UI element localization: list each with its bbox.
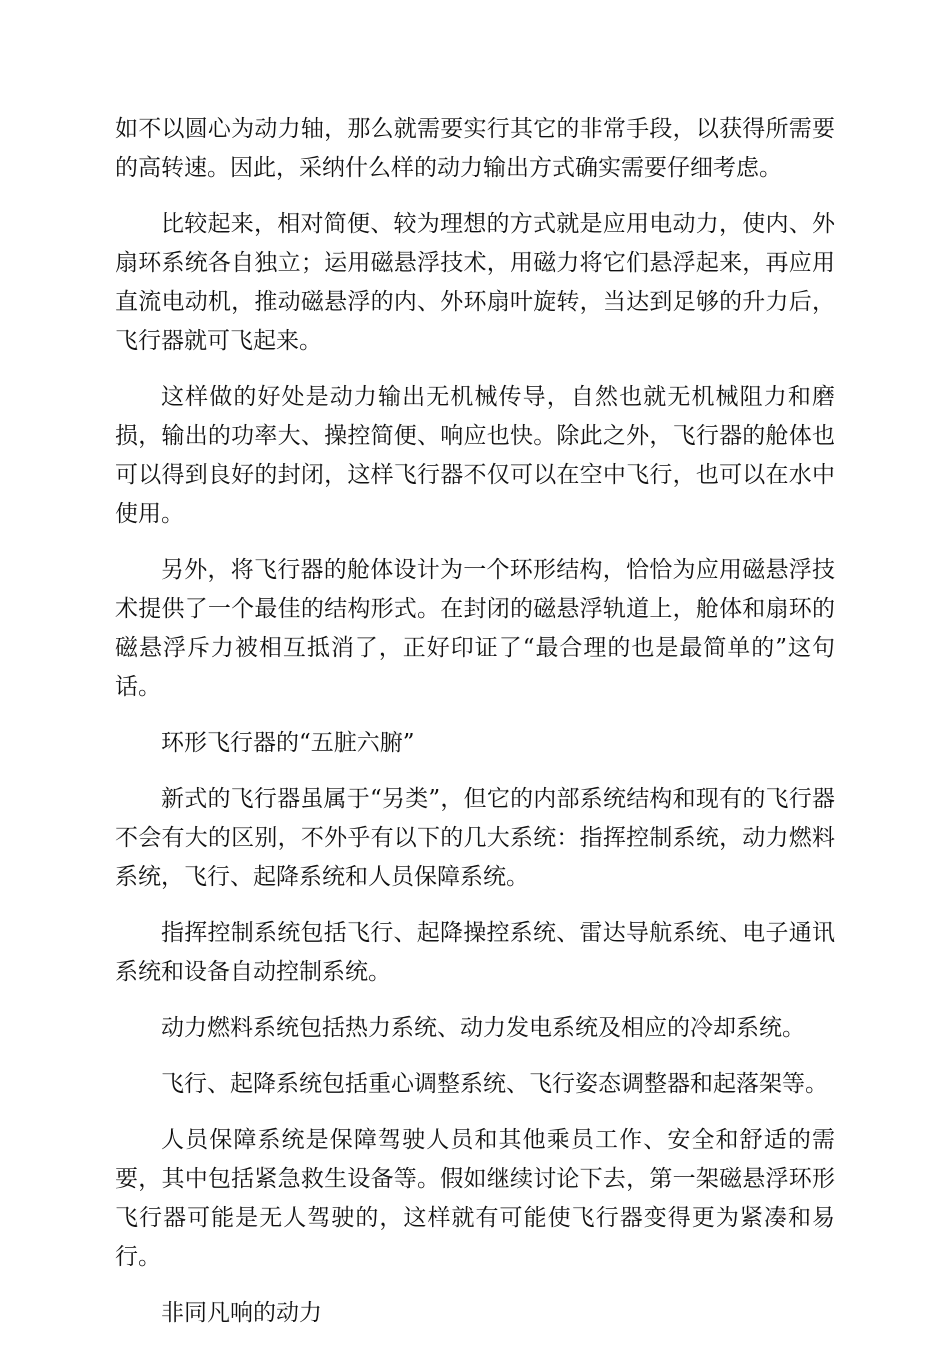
paragraph-2: 比较起来，相对简便、较为理想的方式就是应用电动力，使内、外扇环系统各自独立；运用磁悬浮技术，用磁力将它们悬浮起来，再应用直流电动机，推动磁悬浮的内、外环扇叶旋转，当达到足够的升力后，飞行器就可飞起来。	[115, 211, 835, 354]
paragraph-6: 指挥控制系统包括飞行、起降操控系统、雷达导航系统、电子通讯系统和设备自动控制系统。	[115, 920, 835, 985]
paragraph-5: 新式的飞行器虽属于“另类”，但它的内部系统结构和现有的飞行器不会有大的区别，不外乎有以下的几大系统：指挥控制系统，动力燃料系统，飞行、起降系统和人员保障系统。	[115, 786, 835, 890]
paragraph-9: 人员保障系统是保障驾驶人员和其他乘员工作、安全和舒适的需要，其中包括紧急救生设备等。假如继续讨论下去，第一架磁悬浮环形飞行器可能是无人驾驶的，这样就有可能使飞行器变得更为紧凑和易行。	[115, 1127, 835, 1270]
document-page	[115, 110, 835, 1350]
paragraph-7: 动力燃料系统包括热力系统、动力发电系统及相应的冷却系统。	[161, 1015, 805, 1041]
section-heading-organs: 环形飞行器的“五脏六腑”	[161, 730, 415, 756]
paragraph-1: 如不以圆心为动力轴，那么就需要实行其它的非常手段，以获得所需要的高转速。因此，采纳什么样的动力输出方式确实需要仔细考虑。	[115, 116, 835, 181]
paragraph-8: 飞行、起降系统包括重心调整系统、飞行姿态调整器和起落架等。	[161, 1071, 828, 1097]
section-heading-power: 非同凡响的动力	[161, 1300, 322, 1326]
paragraph-3: 这样做的好处是动力输出无机械传导，自然也就无机械阻力和磨损，输出的功率大、操控简便、响应也快。除此之外，飞行器的舱体也可以得到良好的封闭，这样飞行器不仅可以在空中飞行，也可以在水中使用。	[115, 384, 835, 527]
paragraph-4: 另外，将飞行器的舱体设计为一个环形结构，恰恰为应用磁悬浮技术提供了一个最佳的结构形式。在封闭的磁悬浮轨道上，舱体和扇环的磁悬浮斥力被相互抵消了，正好印证了“最合理的也是最简单的”这句话。	[115, 557, 835, 700]
